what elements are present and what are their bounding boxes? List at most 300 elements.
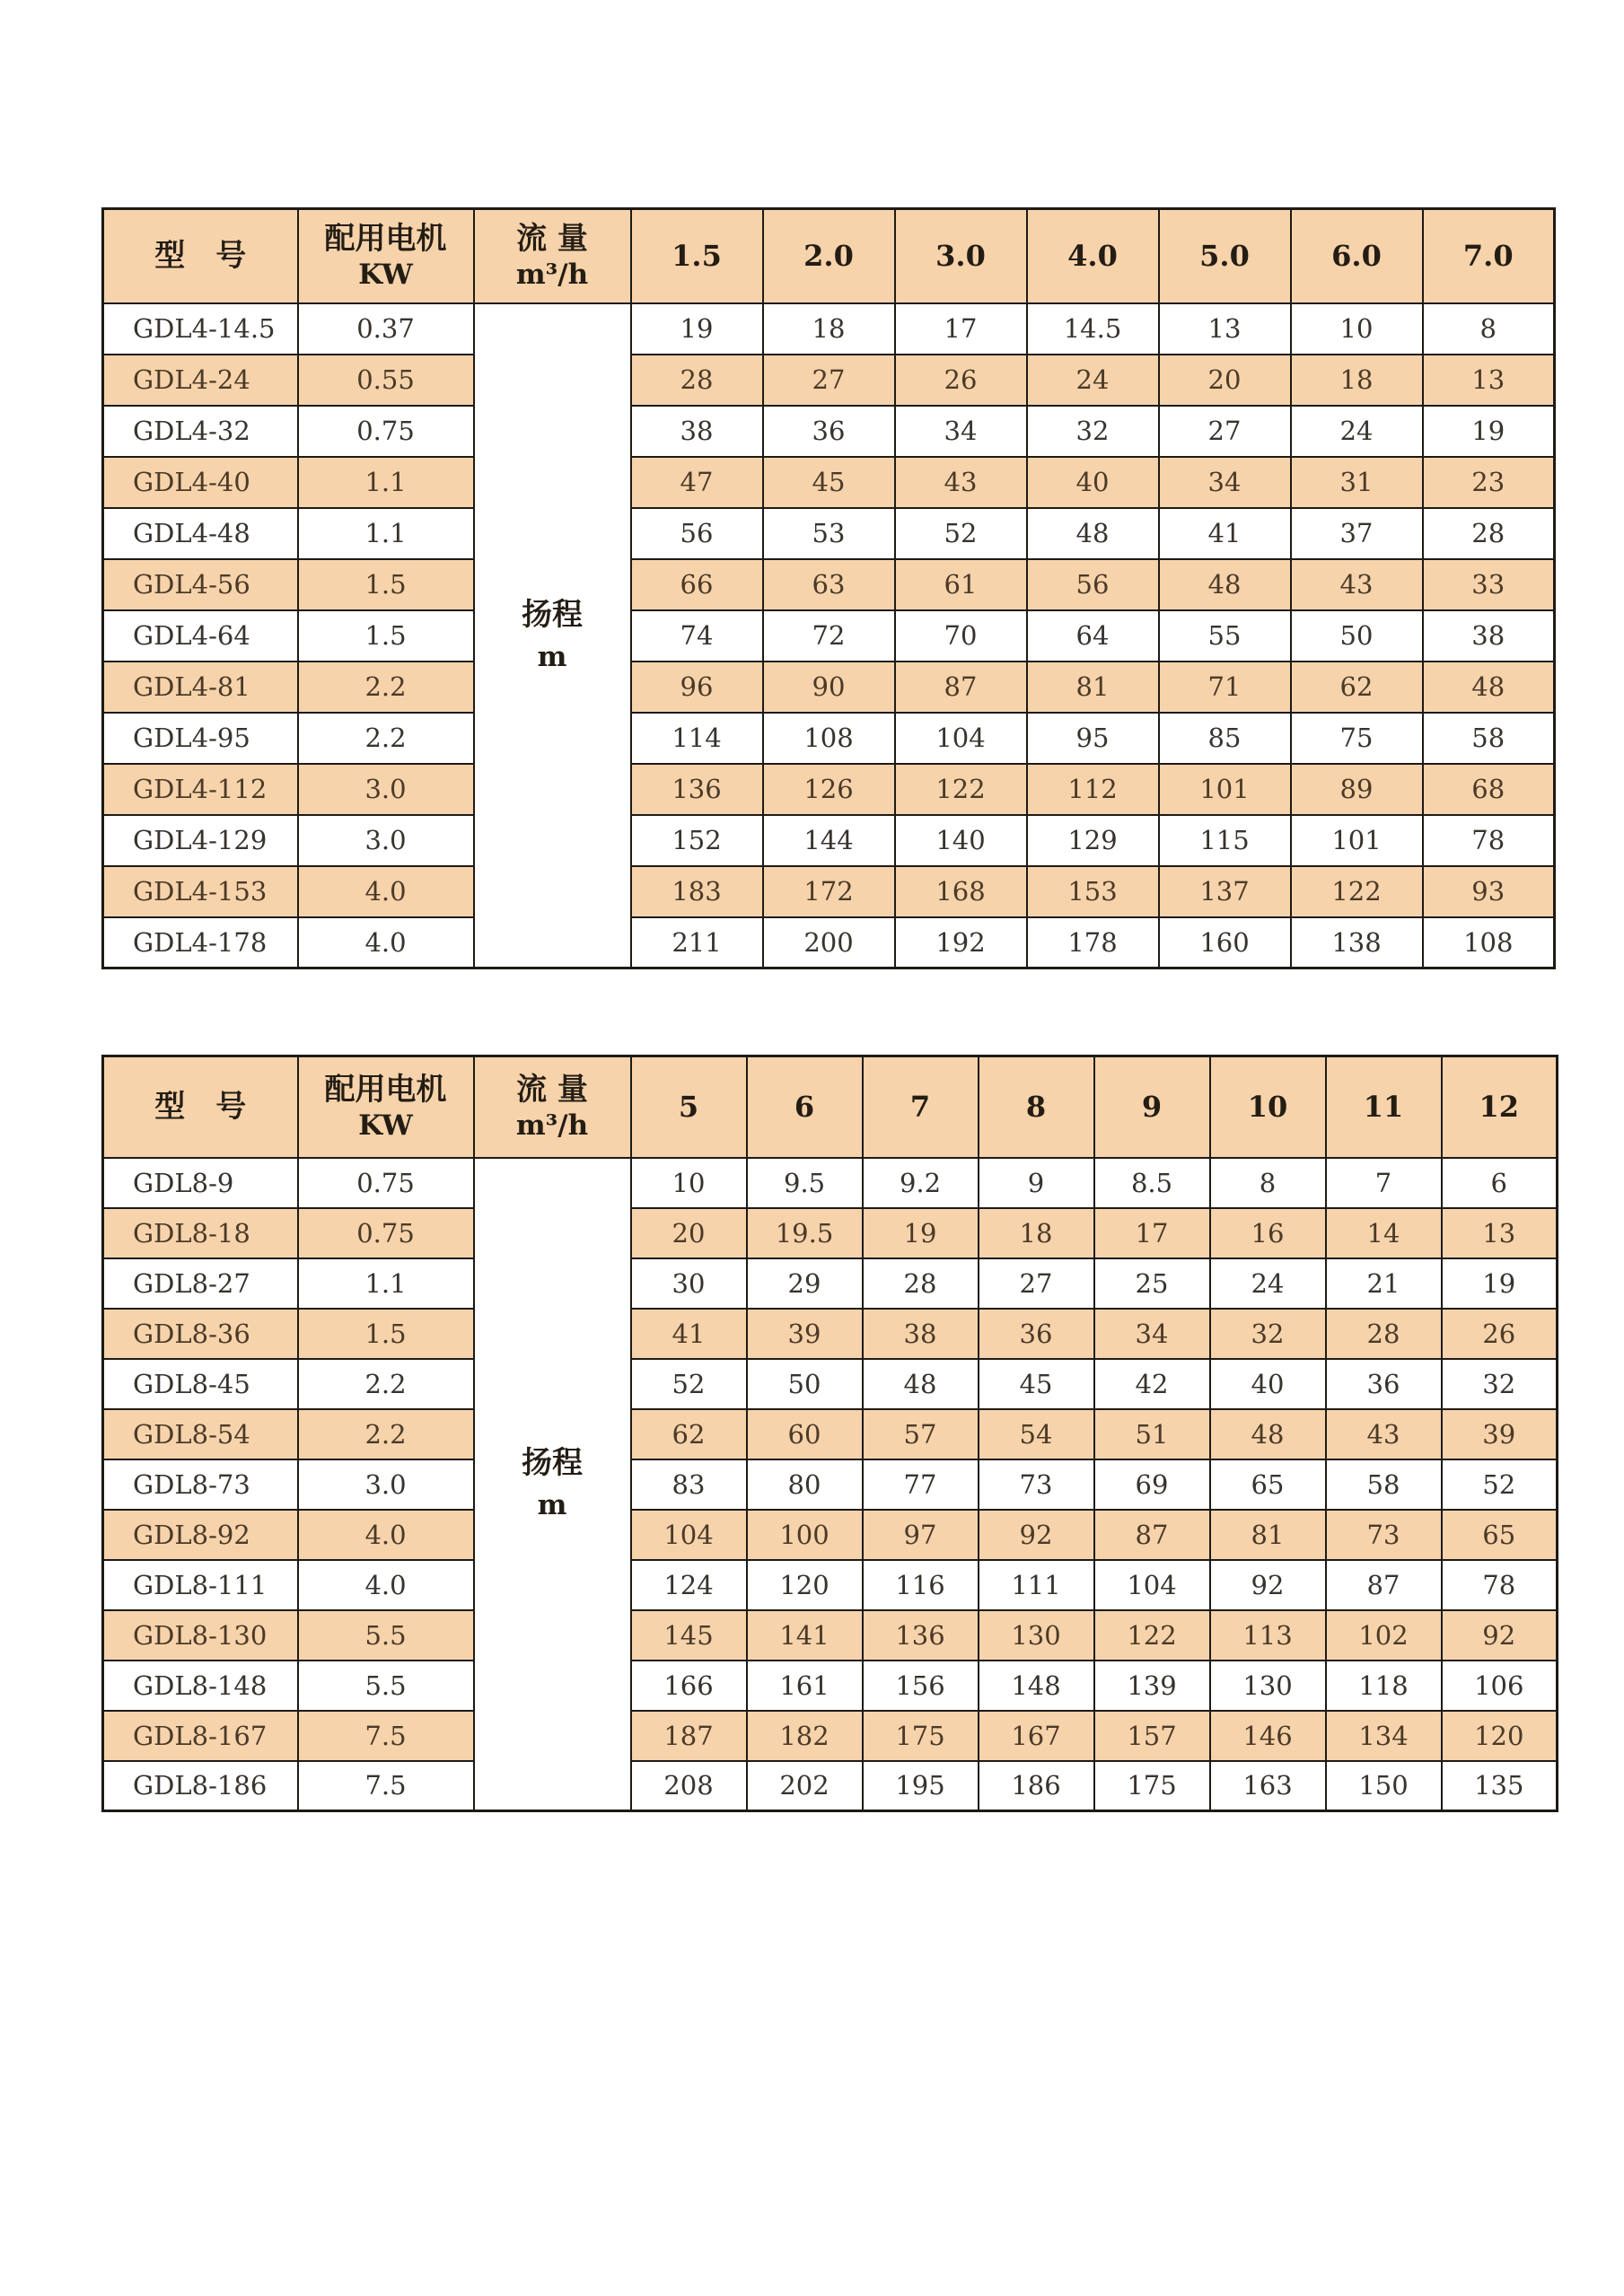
header-row [103, 1056, 1558, 1158]
col-header-flow-value: 1.5 [631, 209, 763, 303]
cell-head-value: 48 [1159, 559, 1291, 610]
cell-head-value: 52 [1442, 1459, 1558, 1510]
table-row [103, 1510, 1558, 1560]
cell-head-value: 48 [1027, 508, 1159, 559]
cell-head-value: 28 [1326, 1309, 1442, 1359]
cell-head-value: 118 [1326, 1661, 1442, 1711]
cell-head-value: 19 [1442, 1258, 1558, 1309]
cell-motor-kw: 0.37 [298, 303, 474, 355]
cell-head-value: 77 [863, 1459, 979, 1510]
cell-model: GDL4-153 [103, 866, 298, 917]
cell-head-value: 38 [863, 1309, 979, 1359]
cell-head-value: 134 [1326, 1711, 1442, 1761]
cell-head-value: 75 [1291, 713, 1423, 764]
cell-head-value: 101 [1159, 764, 1291, 815]
cell-head-value: 140 [895, 815, 1027, 866]
cell-model: GDL4-24 [103, 355, 298, 406]
cell-head-value: 19 [1423, 406, 1555, 457]
table-row [103, 1560, 1558, 1610]
cell-head-value: 53 [763, 508, 895, 559]
table-row [103, 559, 1555, 610]
cell-head-value: 120 [1442, 1711, 1558, 1761]
cell-head-value: 27 [763, 355, 895, 406]
flow-unit: m³/h [515, 259, 589, 292]
cell-head-value: 111 [979, 1560, 1094, 1610]
cell-head-value: 200 [763, 917, 895, 968]
cell-head-value: 87 [1326, 1560, 1442, 1610]
cell-head-value: 156 [863, 1661, 979, 1711]
cell-head-value: 32 [1027, 406, 1159, 457]
table-row [103, 713, 1555, 764]
cell-head-value: 160 [1159, 917, 1291, 968]
cell-head-value: 208 [631, 1761, 747, 1811]
cell-head-value: 195 [863, 1761, 979, 1811]
cell-head-value: 175 [863, 1711, 979, 1761]
col-header-flow-value: 10 [1210, 1056, 1326, 1158]
cell-head-value: 172 [763, 866, 895, 917]
col-header-flow-value: 5 [631, 1056, 747, 1158]
merged-head-label [474, 1158, 631, 1811]
cell-head-value: 202 [747, 1761, 863, 1811]
flow-label: 流 量 [516, 1071, 588, 1108]
cell-head-value: 175 [1094, 1761, 1210, 1811]
cell-motor-kw: 3.0 [298, 764, 474, 815]
cell-motor-kw: 3.0 [298, 815, 474, 866]
cell-model: GDL4-48 [103, 508, 298, 559]
flow-unit: m³/h [515, 1109, 589, 1143]
table-row [103, 764, 1555, 815]
cell-head-value: 92 [1442, 1610, 1558, 1661]
cell-head-value: 26 [1442, 1309, 1558, 1359]
cell-head-value: 65 [1442, 1510, 1558, 1560]
cell-head-value: 114 [631, 713, 763, 764]
cell-head-value: 39 [1442, 1409, 1558, 1459]
cell-head-value: 40 [1027, 457, 1159, 508]
cell-model: GDL4-14.5 [103, 303, 298, 355]
cell-model: GDL8-9 [103, 1158, 298, 1208]
table-row [103, 1711, 1558, 1761]
cell-head-value: 104 [631, 1510, 747, 1560]
cell-head-value: 32 [1210, 1309, 1326, 1359]
cell-head-value: 27 [979, 1258, 1094, 1309]
cell-head-value: 157 [1094, 1711, 1210, 1761]
motor-label: 配用电机 [324, 220, 447, 257]
cell-head-value: 33 [1423, 559, 1555, 610]
col-header-model: 型 号 [103, 209, 298, 303]
cell-head-value: 47 [631, 457, 763, 508]
cell-head-value: 45 [763, 457, 895, 508]
cell-head-value: 150 [1326, 1761, 1442, 1811]
cell-head-value: 18 [979, 1208, 1094, 1258]
cell-head-value: 122 [895, 764, 1027, 815]
table-row [103, 355, 1555, 406]
cell-model: GDL8-130 [103, 1610, 298, 1661]
cell-head-value: 166 [631, 1661, 747, 1711]
cell-head-value: 29 [747, 1258, 863, 1309]
cell-head-value: 122 [1291, 866, 1423, 917]
cell-head-value: 9.2 [863, 1158, 979, 1208]
cell-head-value: 41 [631, 1309, 747, 1359]
cell-head-value: 61 [895, 559, 1027, 610]
table-row [103, 917, 1555, 968]
cell-model: GDL8-92 [103, 1510, 298, 1560]
cell-head-value: 130 [979, 1610, 1094, 1661]
cell-head-value: 32 [1442, 1359, 1558, 1409]
cell-motor-kw: 4.0 [298, 1560, 474, 1610]
cell-head-value: 20 [631, 1208, 747, 1258]
cell-head-value: 96 [631, 662, 763, 713]
cell-head-value: 192 [895, 917, 1027, 968]
cell-head-value: 13 [1159, 303, 1291, 355]
cell-head-value: 92 [1210, 1560, 1326, 1610]
cell-head-value: 55 [1159, 610, 1291, 662]
cell-motor-kw: 5.5 [298, 1610, 474, 1661]
cell-head-value: 211 [631, 917, 763, 968]
cell-head-value: 101 [1291, 815, 1423, 866]
table-row [103, 1158, 1558, 1208]
cell-head-value: 8 [1423, 303, 1555, 355]
cell-head-value: 139 [1094, 1661, 1210, 1711]
cell-model: GDL8-186 [103, 1761, 298, 1811]
cell-head-value: 8 [1210, 1158, 1326, 1208]
col-header-flow-value: 5.0 [1159, 209, 1291, 303]
cell-head-value: 8.5 [1094, 1158, 1210, 1208]
cell-head-value: 13 [1423, 355, 1555, 406]
col-header-flow-value: 3.0 [895, 209, 1027, 303]
cell-head-value: 52 [895, 508, 1027, 559]
cell-head-value: 38 [1423, 610, 1555, 662]
cell-head-value: 138 [1291, 917, 1423, 968]
cell-motor-kw: 3.0 [298, 1459, 474, 1510]
cell-motor-kw: 4.0 [298, 866, 474, 917]
col-header-flow-value: 4.0 [1027, 209, 1159, 303]
cell-head-value: 39 [747, 1309, 863, 1359]
cell-head-value: 68 [1423, 764, 1555, 815]
cell-head-value: 78 [1442, 1560, 1558, 1610]
cell-head-value: 42 [1094, 1359, 1210, 1409]
cell-head-value: 28 [863, 1258, 979, 1309]
table-row [103, 508, 1555, 559]
cell-model: GDL4-178 [103, 917, 298, 968]
cell-head-value: 38 [631, 406, 763, 457]
cell-head-value: 73 [979, 1459, 1094, 1510]
cell-head-value: 58 [1326, 1459, 1442, 1510]
cell-head-value: 126 [763, 764, 895, 815]
cell-head-value: 62 [631, 1409, 747, 1459]
motor-label: 配用电机 [324, 1071, 447, 1108]
cell-motor-kw: 5.5 [298, 1661, 474, 1711]
pump-spec-table-gdl8 [101, 1055, 1558, 1812]
motor-unit: KW [358, 259, 413, 292]
col-header-flow-value: 6 [747, 1056, 863, 1158]
flow-label: 流 量 [516, 220, 588, 257]
cell-model: GDL4-32 [103, 406, 298, 457]
cell-head-value: 45 [979, 1359, 1094, 1409]
cell-head-value: 34 [1159, 457, 1291, 508]
head-unit: m [537, 1489, 567, 1522]
head-label: 扬程 [522, 596, 583, 633]
cell-head-value: 87 [1094, 1510, 1210, 1560]
cell-head-value: 52 [631, 1359, 747, 1409]
table-row [103, 1208, 1558, 1258]
cell-head-value: 141 [747, 1610, 863, 1661]
cell-motor-kw: 0.75 [298, 1158, 474, 1208]
cell-head-value: 90 [763, 662, 895, 713]
cell-head-value: 31 [1291, 457, 1423, 508]
cell-head-value: 136 [863, 1610, 979, 1661]
cell-head-value: 36 [763, 406, 895, 457]
cell-head-value: 43 [1326, 1409, 1442, 1459]
cell-head-value: 30 [631, 1258, 747, 1309]
cell-head-value: 48 [1423, 662, 1555, 713]
cell-head-value: 54 [979, 1409, 1094, 1459]
cell-head-value: 58 [1423, 713, 1555, 764]
cell-head-value: 34 [1094, 1309, 1210, 1359]
cell-motor-kw: 2.2 [298, 662, 474, 713]
table-row [103, 866, 1555, 917]
cell-head-value: 87 [895, 662, 1027, 713]
table-row [103, 1610, 1558, 1661]
cell-head-value: 17 [1094, 1208, 1210, 1258]
cell-motor-kw: 1.1 [298, 1258, 474, 1309]
cell-head-value: 115 [1159, 815, 1291, 866]
table-row [103, 1459, 1558, 1510]
col-header-motor [298, 209, 474, 303]
cell-head-value: 89 [1291, 764, 1423, 815]
cell-head-value: 19 [863, 1208, 979, 1258]
cell-head-value: 73 [1326, 1510, 1442, 1560]
cell-head-value: 10 [631, 1158, 747, 1208]
cell-head-value: 18 [1291, 355, 1423, 406]
cell-head-value: 95 [1027, 713, 1159, 764]
cell-head-value: 21 [1326, 1258, 1442, 1309]
cell-model: GDL4-112 [103, 764, 298, 815]
cell-head-value: 9 [979, 1158, 1094, 1208]
cell-motor-kw: 1.1 [298, 508, 474, 559]
cell-head-value: 92 [979, 1510, 1094, 1560]
table-row [103, 1661, 1558, 1711]
cell-head-value: 24 [1210, 1258, 1326, 1309]
cell-head-value: 81 [1210, 1510, 1326, 1560]
table-row [103, 815, 1555, 866]
cell-head-value: 25 [1094, 1258, 1210, 1309]
cell-head-value: 36 [1326, 1359, 1442, 1409]
cell-head-value: 23 [1423, 457, 1555, 508]
cell-motor-kw: 4.0 [298, 917, 474, 968]
cell-model: GDL8-18 [103, 1208, 298, 1258]
cell-motor-kw: 1.5 [298, 1309, 474, 1359]
col-header-flow-value: 12 [1442, 1056, 1558, 1158]
cell-head-value: 108 [763, 713, 895, 764]
cell-model: GDL8-73 [103, 1459, 298, 1510]
cell-head-value: 34 [895, 406, 1027, 457]
cell-head-value: 72 [763, 610, 895, 662]
col-header-flow-value: 7.0 [1423, 209, 1555, 303]
table [101, 1055, 1558, 1812]
cell-head-value: 182 [747, 1711, 863, 1761]
cell-model: GDL4-95 [103, 713, 298, 764]
cell-head-value: 148 [979, 1661, 1094, 1711]
col-header-flow-value: 7 [863, 1056, 979, 1158]
col-header-model: 型 号 [103, 1056, 298, 1158]
cell-head-value: 6 [1442, 1158, 1558, 1208]
cell-head-value: 81 [1027, 662, 1159, 713]
cell-head-value: 93 [1423, 866, 1555, 917]
cell-motor-kw: 1.1 [298, 457, 474, 508]
cell-head-value: 163 [1210, 1761, 1326, 1811]
cell-head-value: 186 [979, 1761, 1094, 1811]
cell-head-value: 65 [1210, 1459, 1326, 1510]
table-row [103, 1409, 1558, 1459]
col-header-flow [474, 1056, 631, 1158]
cell-head-value: 146 [1210, 1711, 1326, 1761]
cell-head-value: 113 [1210, 1610, 1326, 1661]
cell-head-value: 13 [1442, 1208, 1558, 1258]
cell-model: GDL4-56 [103, 559, 298, 610]
header-row [103, 209, 1555, 303]
cell-model: GDL8-148 [103, 1661, 298, 1711]
cell-motor-kw: 0.75 [298, 406, 474, 457]
cell-model: GDL4-40 [103, 457, 298, 508]
cell-head-value: 178 [1027, 917, 1159, 968]
cell-head-value: 37 [1291, 508, 1423, 559]
table-row [103, 457, 1555, 508]
cell-head-value: 41 [1159, 508, 1291, 559]
cell-head-value: 40 [1210, 1359, 1326, 1409]
cell-head-value: 145 [631, 1610, 747, 1661]
cell-head-value: 116 [863, 1560, 979, 1610]
cell-head-value: 104 [1094, 1560, 1210, 1610]
cell-head-value: 100 [747, 1510, 863, 1560]
pump-spec-table-gdl4 [101, 207, 1556, 969]
cell-head-value: 183 [631, 866, 763, 917]
cell-motor-kw: 2.2 [298, 713, 474, 764]
cell-motor-kw: 4.0 [298, 1510, 474, 1560]
col-header-flow [474, 209, 631, 303]
cell-model: GDL8-36 [103, 1309, 298, 1359]
cell-head-value: 136 [631, 764, 763, 815]
table-row [103, 303, 1555, 355]
col-header-flow-value: 9 [1094, 1056, 1210, 1158]
cell-head-value: 19.5 [747, 1208, 863, 1258]
cell-head-value: 20 [1159, 355, 1291, 406]
col-header-flow-value: 8 [979, 1056, 1094, 1158]
cell-head-value: 60 [747, 1409, 863, 1459]
cell-head-value: 16 [1210, 1208, 1326, 1258]
cell-head-value: 28 [1423, 508, 1555, 559]
cell-head-value: 161 [747, 1661, 863, 1711]
cell-head-value: 27 [1159, 406, 1291, 457]
cell-head-value: 120 [747, 1560, 863, 1610]
cell-head-value: 50 [747, 1359, 863, 1409]
cell-model: GDL8-45 [103, 1359, 298, 1409]
cell-head-value: 14 [1326, 1208, 1442, 1258]
cell-head-value: 74 [631, 610, 763, 662]
col-header-flow-value: 6.0 [1291, 209, 1423, 303]
cell-head-value: 17 [895, 303, 1027, 355]
col-header-flow-value: 11 [1326, 1056, 1442, 1158]
cell-head-value: 124 [631, 1560, 747, 1610]
cell-model: GDL4-81 [103, 662, 298, 713]
cell-head-value: 28 [631, 355, 763, 406]
cell-head-value: 130 [1210, 1661, 1326, 1711]
cell-head-value: 62 [1291, 662, 1423, 713]
cell-head-value: 152 [631, 815, 763, 866]
table [101, 207, 1556, 969]
cell-head-value: 108 [1423, 917, 1555, 968]
cell-head-value: 122 [1094, 1610, 1210, 1661]
cell-head-value: 71 [1159, 662, 1291, 713]
table-row [103, 662, 1555, 713]
cell-motor-kw: 7.5 [298, 1761, 474, 1811]
cell-motor-kw: 2.2 [298, 1409, 474, 1459]
cell-head-value: 10 [1291, 303, 1423, 355]
cell-motor-kw: 2.2 [298, 1359, 474, 1409]
table-row [103, 1761, 1558, 1811]
cell-head-value: 112 [1027, 764, 1159, 815]
head-label: 扬程 [522, 1445, 583, 1482]
cell-head-value: 56 [1027, 559, 1159, 610]
col-header-flow-value: 2.0 [763, 209, 895, 303]
cell-motor-kw: 7.5 [298, 1711, 474, 1761]
cell-head-value: 168 [895, 866, 1027, 917]
cell-head-value: 7 [1326, 1158, 1442, 1208]
cell-head-value: 129 [1027, 815, 1159, 866]
cell-head-value: 43 [895, 457, 1027, 508]
cell-model: GDL8-111 [103, 1560, 298, 1610]
cell-head-value: 57 [863, 1409, 979, 1459]
table-row [103, 1309, 1558, 1359]
table-row [103, 610, 1555, 662]
cell-model: GDL8-54 [103, 1409, 298, 1459]
cell-head-value: 14.5 [1027, 303, 1159, 355]
cell-head-value: 80 [747, 1459, 863, 1510]
cell-head-value: 85 [1159, 713, 1291, 764]
cell-head-value: 137 [1159, 866, 1291, 917]
cell-motor-kw: 0.55 [298, 355, 474, 406]
cell-head-value: 97 [863, 1510, 979, 1560]
cell-head-value: 144 [763, 815, 895, 866]
cell-head-value: 106 [1442, 1661, 1558, 1711]
cell-model: GDL8-167 [103, 1711, 298, 1761]
cell-head-value: 51 [1094, 1409, 1210, 1459]
cell-head-value: 18 [763, 303, 895, 355]
cell-head-value: 135 [1442, 1761, 1558, 1811]
table-row [103, 1258, 1558, 1309]
merged-head-label [474, 303, 631, 968]
cell-head-value: 56 [631, 508, 763, 559]
cell-head-value: 43 [1291, 559, 1423, 610]
motor-unit: KW [358, 1109, 413, 1143]
cell-head-value: 78 [1423, 815, 1555, 866]
cell-head-value: 48 [863, 1359, 979, 1409]
cell-head-value: 50 [1291, 610, 1423, 662]
cell-model: GDL8-27 [103, 1258, 298, 1309]
head-unit: m [537, 640, 567, 673]
cell-motor-kw: 0.75 [298, 1208, 474, 1258]
cell-head-value: 9.5 [747, 1158, 863, 1208]
table-row [103, 406, 1555, 457]
cell-head-value: 187 [631, 1711, 747, 1761]
cell-model: GDL4-64 [103, 610, 298, 662]
cell-head-value: 70 [895, 610, 1027, 662]
cell-model: GDL4-129 [103, 815, 298, 866]
cell-head-value: 48 [1210, 1409, 1326, 1459]
cell-head-value: 102 [1326, 1610, 1442, 1661]
cell-motor-kw: 1.5 [298, 559, 474, 610]
table-row [103, 1359, 1558, 1409]
cell-head-value: 83 [631, 1459, 747, 1510]
